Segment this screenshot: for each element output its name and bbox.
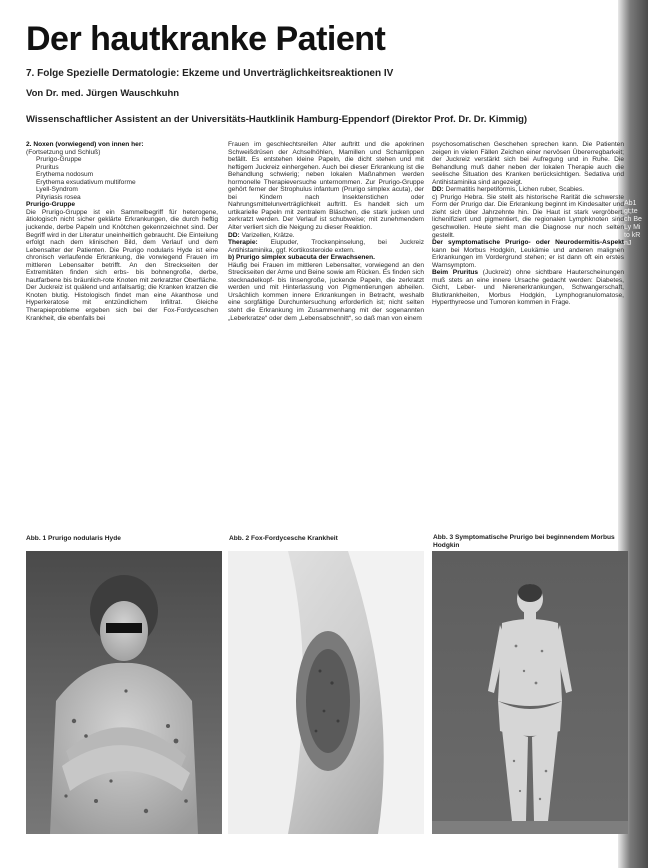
- subsection-heading: Prurigo-Gruppe: [26, 201, 76, 209]
- therapy-label: Therapie:: [228, 239, 258, 247]
- article-subtitle: 7. Folge Spezielle Dermatologie: Ekzeme und Unverträglichkeitsreaktionen IV: [26, 68, 394, 79]
- body-paragraph: Die Prurigo-Gruppe ist ein Sammelbegriff für heterogene, ätiologisch nicht sicher geklärte Erkrankungen, die durch heftig juckende, derbe Papeln und Knötchen gekennzeichnet sind. Der Begriff wird in der Literatur uneinheitlich gebraucht. Die Einteilung erfolgt nach dem klinischen Bild, dem Verlauf und dem Lebensalter der Patienten. Die Prurigo nodularis Hyde ist eine chronisch verlaufende Erkrankung, die vorwiegend Frauen im mittleren Lebensalter betrifft. An den Streckseiten der Extremitäten finden sich erbs- bis bohnengroße, derbe, hautfarbene bis bräunlich-rote Knoten mit zerkratzter Oberfläche. Der Juckreiz ist quälend und anfallsartig; die Kranken kratzen die Knoten blutig. Histologisch findet man eine Akanthose und Hyperkeratose mit entzündlichem Infiltrat. Gleiche Therapieprobleme ergeben sich bei der Fox-Fordyceschen Krankheit, die ebenfalls bei: [26, 208, 218, 322]
- author-affiliation: Wissenschaftlicher Assistent an der Universitäts-Hautklinik Hamburg-Eppendorf (Direktor Prof. Dr. Dr. Kimmig): [26, 114, 528, 125]
- adjacent-page-text: Ab1 gt;te ch BeLy Mi to kRnJ: [624, 200, 642, 247]
- section-heading-note: (Fortsetzung und Schluß): [26, 148, 101, 156]
- body-paragraph: psychosomatischen Geschehen sprechen kann. Die Patienten zeigen in vielen Fällen Zeichen einer nervösen Übererregbarkeit; der Juckreiz verstärkt sich bei Aufregung und in Ruhe. Die Behandlung muß daher neben der lokalen Therapie auch die seelische Situation des Kranken berücksichtigen. Sedativa und Antihistaminika sind angezeigt.: [432, 141, 624, 186]
- pruritus-text: (Juckreiz) ohne sichtbare Hauterscheinungen muß stets an eine innere Ursache gedacht werden: Diabetes, Gicht, Leber- und Nierenerkrankungen, Schwangerschaft, Blutkrankheiten, Morbus Hodgkin, Lymphogranulomatose, Hyperthyreose und Tumoren kommen in Frage.: [432, 269, 624, 307]
- symptomatic-label: Der symptomatische Prurigo- oder Neurodermitis-Aspekt: [432, 239, 624, 247]
- symptomatic-text: kann bei Morbus Hodgkin, Leukämie und anderen malignen Erkrankungen im Vordergrund stehen; er ist dann oft ein erstes Warnsymptom.: [432, 246, 624, 269]
- dd-text: Dermatitis herpetiformis, Lichen ruber, Scabies.: [445, 186, 585, 194]
- section-heading: 2. Noxen (vorwiegend) von innen her:: [26, 141, 144, 148]
- patient-back-view: [432, 551, 628, 834]
- article-author: Von Dr. med. Jürgen Wauschkuhn: [26, 88, 180, 99]
- dd-text: Varizellen, Krätze.: [241, 231, 295, 239]
- text-column-1: [26, 141, 218, 513]
- text-column-3: [432, 141, 624, 533]
- clinical-photo-1: [26, 551, 222, 834]
- list-item: Pityriasis rosea: [36, 193, 81, 201]
- therapy-text: Eiupuder, Trockenpinselung, bei Juckreiz Antihistaminika, ggf. Kortikosteroide extern.: [228, 239, 424, 254]
- pruritus-label: Beim Pruritus: [432, 269, 479, 277]
- subsection-heading: b) Prurigo simplex subacuta der Erwachsenen.: [228, 254, 375, 262]
- axilla-closeup: [228, 551, 424, 834]
- clinical-photo-3: [432, 551, 628, 834]
- body-paragraph: Häufig bei Frauen im mittleren Lebensalter, vorwiegend an den Streckseiten der Arme und Beine sowie am Rücken. Es finden sich stecknadelkopf- bis linsengroße, juckende Papeln, die zerkratzt werden und mit Hinterlassung von Pigmentierungen abheilen. Ursächlich kommen innere Erkrankungen in Betracht, weshalb eine sorgfältige Durchuntersuchung erforderlich ist; nicht selten steht die Erkrankung im Zusammenhang mit der sogenannten „Leberkratze“ oder dem „Lebensabschnitt“, so daß man von einem: [228, 261, 424, 322]
- figure-caption-1: Abb. 1 Prurigo nodularis Hyde: [26, 535, 121, 542]
- list-item: Prurigo-Gruppe: [36, 156, 82, 164]
- clinical-photo-2: [228, 551, 424, 834]
- patient-seated-figure: [26, 551, 222, 834]
- list-item: Pruritus: [36, 163, 59, 171]
- list-item: Erythema nodosum: [36, 171, 94, 179]
- body-paragraph: Frauen im geschlechtsreifen Alter auftritt und die apokrinen Schweißdrüsen der Achselhöhlen, Mamillen und Schamlippen befällt. Es entstehen kleine Papeln, die dicht stehen und mit heftigem Juckreiz einhergehen. Auch bei dieser Erkrankung ist die Behandlung schwierig; neben lokalen Maßnahmen werden hormonelle Therapieversuche unternommen. Zur Prurigo-Gruppe gehört ferner der Strophulus infantum (Prurigo simplex acuta), der bei Kindern nach Insektenstichen oder Nahrungsmittelunverträglichkeit auftritt. Es handelt sich um urtikarielle Papeln mit zentralem Bläschen, die stark jucken und zerkratzt werden. Der Verlauf ist schubweise; mit zunehmendem Alter verliert sich die Neigung zu dieser Reaktion.: [228, 141, 424, 232]
- dd-label: DD:: [432, 186, 444, 194]
- text-column-2: [228, 141, 424, 521]
- article-title: Der hautkranke Patient: [26, 20, 386, 58]
- figure-caption-2: Abb. 2 Fox-Fordycesche Krankheit: [229, 535, 338, 542]
- list-item: Lyell-Syndrom: [36, 186, 78, 194]
- body-paragraph: c) Prurigo Hebra. Sie stellt als historische Rarität die schwerste Form der Prurigo dar. Die Erkrankung beginnt im Kindesalter und zieht sich über Jahrzehnte hin. Die Haut ist stark vergröbert, lichenifiziert und pigmentiert, die regionalen Lymphknoten sind geschwollen. Heute sieht man die Diagnose nur noch selten gestellt.: [432, 193, 624, 239]
- figure-caption-3: Abb. 3 Symptomatische Prurigo bei beginnendem Morbus Hodgkin: [433, 534, 615, 549]
- list-item: Erythema exsudativum multiforme: [36, 178, 136, 186]
- dd-label: DD:: [228, 231, 240, 239]
